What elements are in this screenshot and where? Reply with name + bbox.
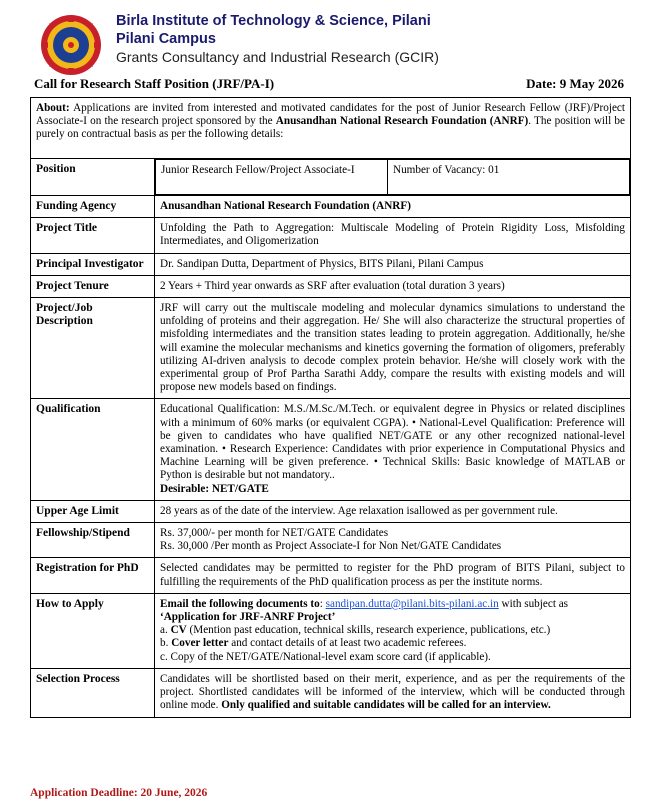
application-deadline: Application Deadline: 20 June, 2026: [30, 787, 208, 799]
apply-a-prefix: a.: [160, 624, 171, 637]
stipend-label: Fellowship/Stipend: [31, 523, 155, 558]
qualification-desirable: Desirable: NET/GATE: [160, 482, 269, 495]
bits-logo-icon: [40, 14, 102, 76]
stipend-row: [31, 523, 631, 558]
pi-value: Dr. Sandipan Dutta, Department of Physics, BITS Pilani, Pilani Campus: [155, 253, 631, 275]
qualification-row: [31, 399, 631, 500]
call-row: [34, 76, 624, 94]
funding-value: Anusandhan National Research Foundation (ANRF): [155, 196, 631, 218]
institute-name: Birla Institute of Technology & Science, Pilani: [116, 13, 431, 29]
age-value: 28 years as of the date of the interview. Age relaxation isallowed as per government rule.: [155, 500, 631, 522]
call-date: Date: 9 May 2026: [526, 76, 624, 91]
stipend-line-1: Rs. 37,000/- per month for NET/GATE Candidates: [160, 527, 389, 540]
apply-c: c. Copy of the NET/GATE/National-level exam score card (if applicable).: [160, 650, 491, 663]
apply-email-link[interactable]: sandipan.dutta@pilani.bits-pilani.ac.in: [325, 597, 499, 610]
selection-row: [31, 668, 631, 717]
pi-row: [31, 253, 631, 275]
age-row: [31, 500, 631, 522]
apply-a-bold: CV: [170, 624, 187, 637]
title-row: [31, 218, 631, 253]
about-agency: Anusandhan National Research Foundation (ANRF): [275, 115, 529, 128]
funding-label: Funding Agency: [31, 196, 155, 218]
apply-subject-text: with subject as: [498, 597, 569, 610]
apply-b-prefix: b.: [160, 637, 172, 650]
tenure-label: Project Tenure: [31, 275, 155, 297]
apply-a-rest: (Mention past education, technical skills, research experience, publications, etc.): [186, 624, 551, 637]
qualification-value: Educational Qualification: M.S./M.Sc./M.Tech. or equivalent degree in Physics or related disciplines with a minimum of 60% marks (or equivalent CGPA). • National-Level Qualification: Preference will be given to candidates who have qualified NET/GATE or any other recognized national-level examination. • Research Experience: Candidates with prior experience in Computational Physics and Machine Learning will be given preference. • Technical Skills: Basic knowledge of MATLAB or Python is desirable but not mandatory..: [160, 403, 625, 482]
selection-bold: Only qualified and suitable candidates will be called for an interview.: [221, 699, 551, 712]
position-value: Junior Research Fellow/Project Associate-I: [156, 160, 388, 195]
pi-label: Principal Investigator: [31, 253, 155, 275]
apply-row: [31, 593, 631, 668]
selection-value: Candidates will be shortlisted based on their merit, experience, and as per the requirements of the project. Shortlisted candidates will be informed of the interview, which will be conducted through online mode.: [160, 672, 625, 712]
apply-label: How to Apply: [31, 593, 155, 668]
vacancy-value: Number of Vacancy: 01: [388, 160, 630, 195]
apply-colon: :: [319, 597, 326, 610]
division-name: Grants Consultancy and Industrial Research (GCIR): [116, 49, 439, 65]
phd-value: Selected candidates may be permitted to register for the PhD program of BITS Pilani, subject to fulfilling the requirements of the PhD qualification process as per the institute norms.: [155, 558, 631, 593]
age-label: Upper Age Limit: [31, 500, 155, 522]
apply-b-rest: and contact details of at least two academic referees.: [228, 637, 467, 650]
phd-label: Registration for PhD: [31, 558, 155, 593]
position-row: [31, 159, 631, 196]
about-lead: About:: [36, 102, 70, 114]
selection-label: Selection Process: [31, 668, 155, 717]
description-label: Project/Job Description: [31, 298, 155, 399]
position-label: Position: [31, 159, 155, 196]
title-value: Unfolding the Path to Aggregation: Multiscale Modeling of Protein Rigidity Loss, Misfolding Intermediates, and Oligomerization: [155, 218, 631, 253]
description-row: [31, 298, 631, 399]
apply-subject: ‘Application for JRF-ANRF Project’: [160, 611, 336, 624]
about-text-1: Applications are invited from interested and motivated candidates for the post of Junior Research Fellow (JRF)/Project Associate-I on the research project sponsored by the: [36, 102, 625, 128]
details-table: [30, 97, 631, 718]
description-value: JRF will carry out the multiscale modeling and molecular dynamics simulations to understand the unfolding of proteins and their aggregation. He/ She will also characterize the structural properties of misfolding intermediates and the transition states leading to protein aggregation. Additionally, he/she will examine the molecular mechanisms and kinetics governing the formation of oligomers, preferably utilizing AI-driven analysis to decode complex protein behavior. He/she will closely work with the experimental group of Prof Partha Sarathi Addy, compare the results with existing models and will propose new models based on findings.: [155, 298, 631, 399]
title-label: Project Title: [31, 218, 155, 253]
call-title: Call for Research Staff Position (JRF/PA-I): [34, 76, 275, 91]
stipend-line-2: Rs. 30,000 /Per month as Project Associate-I for Non Net/GATE Candidates: [160, 540, 502, 553]
phd-row: [31, 558, 631, 593]
letterhead: [40, 10, 640, 72]
apply-email-lead: Email the following documents to: [160, 597, 320, 610]
funding-row: [31, 196, 631, 218]
tenure-row: [31, 275, 631, 297]
tenure-value: 2 Years + Third year onwards as SRF after evaluation (total duration 3 years): [155, 275, 631, 297]
campus-name: Pilani Campus: [116, 31, 216, 47]
about-text-2: . The position will be purely on contractual basis as per the following details:: [36, 115, 625, 141]
about-row: [31, 98, 631, 159]
apply-b-bold: Cover letter: [171, 637, 229, 650]
qualification-label: Qualification: [31, 399, 155, 500]
